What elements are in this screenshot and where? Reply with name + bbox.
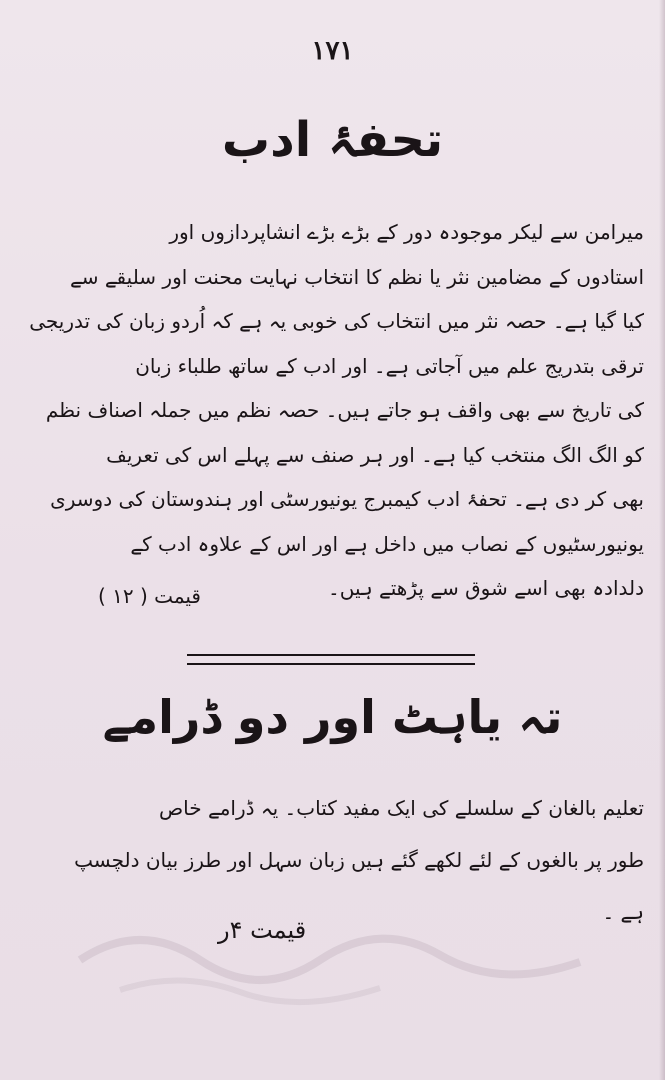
paragraph-line: یونیورسٹیوں کے نصاب میں داخل ہے اور اس کے علاوہ ادب کے bbox=[130, 531, 644, 556]
paragraph-line: کیا گیا ہے۔ حصہ نثر میں انتخاب کی خوبی یہ ہے کہ اُردو زبان کی تدریجی bbox=[29, 309, 644, 333]
paragraph-line: ہے ۔ bbox=[602, 900, 644, 924]
paragraph-line: استادوں کے مضامین نثر یا نظم کا انتخاب نہایت محنت اور سلیقے سے bbox=[69, 264, 644, 289]
section-1-paragraph bbox=[14, 210, 644, 611]
show-through-texture bbox=[60, 900, 620, 1010]
paragraph-line: ترقی بتدریج علم میں آجاتی ہے۔ اور ادب کے ساتھ طلباء زبان bbox=[135, 353, 644, 378]
page-edge-shadow bbox=[659, 0, 665, 1080]
paragraph-line: کی تاریخ سے بھی واقف ہو جاتے ہیں۔ حصہ نظم میں جملہ اصناف نظم bbox=[45, 398, 644, 422]
section-1-price: قیمت ( ۱۲ ) bbox=[98, 584, 201, 608]
paragraph-line: دلدادہ بھی اسے شوق سے پڑھتے ہیں۔ bbox=[328, 576, 644, 600]
section-divider-bottom bbox=[187, 663, 475, 665]
section-2-price: قیمت ۴ر bbox=[218, 916, 307, 944]
paragraph-line: تعلیم بالغان کے سلسلے کی ایک مفید کتاب۔ یہ ڈرامے خاص bbox=[159, 796, 644, 820]
paragraph-line: کو الگ الگ منتخب کیا ہے۔ اور ہر صنف سے پہلے اس کی تعریف bbox=[106, 442, 644, 467]
paragraph-line: بھی کر دی ہے۔ تحفۂ ادب کیمبرج یونیورسٹی اور ہندوستان کی دوسری bbox=[50, 487, 644, 511]
section-divider-top bbox=[187, 654, 475, 656]
paragraph-line: طور پر بالغوں کے لئے لکھے گئے ہیں زبان سہل اور طرز بیان دلچسپ bbox=[74, 848, 644, 872]
section-1-title: تحفۂ ادب bbox=[221, 112, 444, 168]
paragraph-line: میرامن سے لیکر موجودہ دور کے بڑے بڑے انشاپردازوں اور bbox=[169, 220, 644, 244]
page-number: ۱۷۱ bbox=[311, 36, 354, 66]
section-2-title: تہ یاہٹ اور دو ڈرامے bbox=[102, 690, 563, 744]
bleed-through-marks bbox=[60, 900, 620, 1010]
